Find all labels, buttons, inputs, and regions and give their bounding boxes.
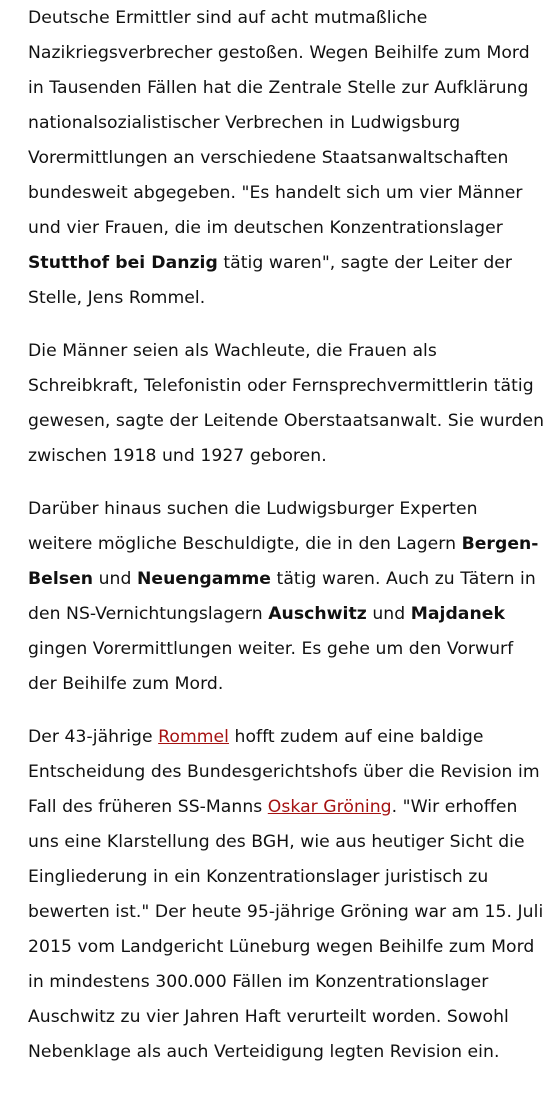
paragraph-text: Deutsche Ermittler sind auf acht mutmaßliche Nazikriegsverbrecher gestoßen. Wegen Beihilfe zum Mord in Tausenden Fällen hat die Zentrale Stelle zur Aufklärung nationalsozialistischer Verbrechen in Ludwigsburg Vorermittlungen an verschiedene Staatsanwaltschaften bundesweit abgegeben. "Es handelt sich um vier Männer und vier Frauen, die im deutschen Konzentrationslager: [28, 8, 530, 238]
article-paragraph-4: [28, 720, 546, 1070]
camp-name-auschwitz: Auschwitz: [268, 604, 367, 624]
link-rommel[interactable]: Rommel: [158, 727, 229, 747]
article-paragraph-2: [28, 334, 546, 474]
camp-name-neuengamme: Neuengamme: [136, 569, 272, 589]
paragraph-text: Die Männer seien als Wachleute, die Frauen als Schreibkraft, Telefonistin oder Fernsprechvermittlerin tätig gewesen, sagte der Leitende Oberstaatsanwalt. Sie wurden zwischen 1918 und 1927 geboren.: [28, 341, 545, 466]
paragraph-text: gingen Vorermittlungen weiter. Es gehe um den Vorwurf der Beihilfe zum Mord.: [28, 639, 514, 694]
paragraph-text: und: [366, 604, 411, 624]
paragraph-text: tätig waren. Auch zu Tätern in den NS-Vernichtungslagern: [28, 569, 536, 624]
camp-name-majdanek: Majdanek: [410, 604, 505, 624]
paragraph-text: tätig waren", sagte der Leiter der Stelle, Jens Rommel.: [28, 253, 513, 308]
link-oskar-groening[interactable]: Oskar Gröning: [267, 797, 392, 817]
paragraph-text: Der 43-jährige: [28, 727, 159, 747]
camp-name-bergen-belsen: Bergen-Belsen: [28, 534, 539, 589]
paragraph-text: und: [93, 569, 137, 589]
paragraph-text: hofft zudem auf eine baldige Entscheidung des Bundesgerichtshofs über die Revision im Fall des früheren SS-Manns: [28, 727, 540, 817]
article-paragraph-1: [28, 1, 546, 316]
camp-name-stutthof: Stutthof bei Danzig: [28, 253, 218, 273]
paragraph-text: Darüber hinaus suchen die Ludwigsburger Experten weitere mögliche Beschuldigte, die in den Lagern: [28, 499, 478, 554]
article-body: [0, 1, 554, 1070]
paragraph-text: . "Wir erhoffen uns eine Klarstellung des BGH, wie aus heutiger Sicht die Eingliederung in ein Konzentrationslager juristisch zu bewerten ist." Der heute 95-jährige Gröning war am 15. Juli 2015 vom Landgericht Lüneburg wegen Beihilfe zum Mord in mindestens 300.000 Fällen im Konzentrationslager Auschwitz zu vier Jahren Haft verurteilt worden. Sowohl Nebenklage als auch Verteidigung legten Revision ein.: [28, 797, 544, 1062]
article-paragraph-3: [28, 492, 546, 702]
